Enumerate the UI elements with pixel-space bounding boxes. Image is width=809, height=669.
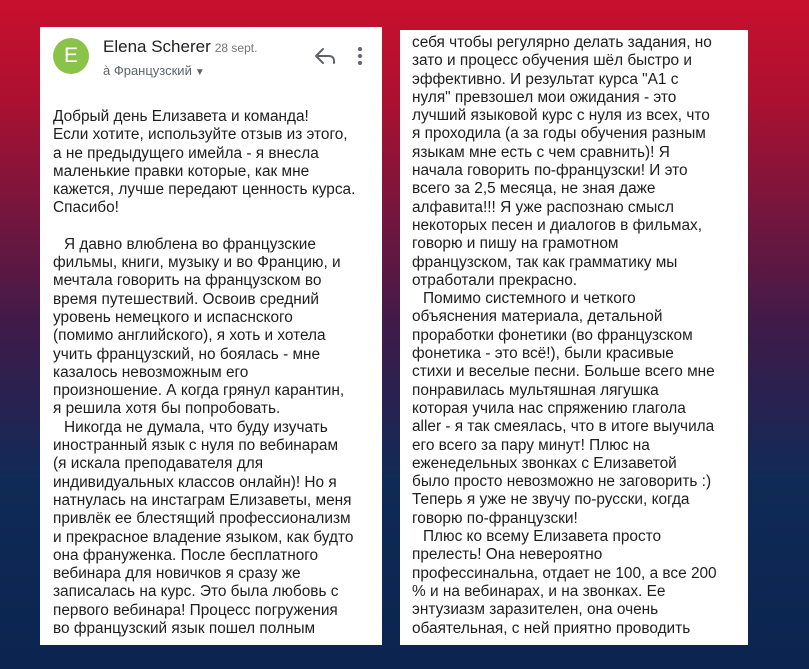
text-line: эффективно. И результат курса "А1 с [412,70,679,88]
text-line: записалась на курс. Это была любовь с [53,583,339,601]
sender-name-text[interactable]: Elena Scherer [103,37,211,56]
avatar[interactable]: E [53,38,89,74]
text-line: время путешествий. Освоив средний [53,290,319,308]
text-line: энтузиазм заразителен, она очень [412,601,659,619]
text-line: % и на вебинарах, и на звонках. Ее [412,582,666,600]
text-line: прелесть! Она невероятно [412,546,603,564]
text-line: фильмы, книги, музыку и во Францию, и [53,254,341,272]
more-vert-icon[interactable] [356,45,364,67]
text-line: мечтала говорить на французском во [53,272,322,290]
chevron-down-icon[interactable]: ▼ [194,67,205,78]
text-line: Спасибо! [53,199,119,217]
text-line: Теперь я уже не звучу по-русски, когда [412,491,690,509]
email-panel-right [400,30,748,645]
text-line: Я давно влюблена во французские [64,235,316,253]
text-line: и прекрасное владение языком, как будто [53,528,354,546]
text-line: я решила хотя бы попробовать. [53,400,281,418]
email-header [40,27,382,97]
text-line: проработки фонетики (во французском [412,326,693,344]
text-line: она франуженка. После бесплатного [53,546,319,564]
text-line: говорю и пишу на грамотном [412,235,619,253]
text-line: стихи и веселые песни. Больше всего мне [412,363,715,381]
text-line: (помимо английского), я хоть и хотела [53,327,326,345]
reply-icon[interactable] [314,46,336,66]
text-line: вебинара для новичков я сразу же [53,565,301,583]
text-line: Если хотите, используйте отзыв из этого, [53,126,348,144]
text-line: а не предыдущего имейла - я внесла [53,144,319,162]
text-line: еженедельных звонках с Елизаветой [412,454,677,472]
text-line: фонетика - это всё!), были красивые [412,345,674,363]
text-line: начала говорить по-французски! И это [412,162,688,180]
text-line: которая учила нас спряжению глагола [412,399,686,417]
text-line: произношение. А когда грянул карантин, [53,382,345,400]
text-line: Добрый день Елизавета и команда! [53,108,309,125]
text-line: всего за 2,5 месяца, не зная даже [412,180,656,198]
text-line: обаятельная, с ней приятно проводить [412,619,691,637]
email-panel-left [40,27,382,645]
text-line: кажется, лучше передают ценность курса. [53,181,356,199]
text-line [53,218,378,236]
text-line: aller - я так смеялась, что в итоге выучила [412,418,715,436]
text-line: (я искала преподавателя для [53,455,264,473]
text-line: профессинальна, отдает не 100, а все 200 [412,564,717,582]
text-line: некоторых песен и диалогов в фильмах, [412,216,702,234]
text-line: говорю по-французски! [412,509,578,527]
text-line: маленькие правки которые, как мне [53,162,310,180]
text-line: уровень немецкого и испаснского [53,308,293,326]
text-line: зато и процесс обучения шёл быстро и [412,52,692,70]
text-line: иностранный язык с нуля по вебинарам [53,437,339,455]
text-line: казалось невозможным его [53,363,249,381]
text-line: отработали прекрасно. [412,271,578,289]
text-line: лучший языковой курс с нуля из всех, что [412,107,710,125]
email-date: 28 sept. [214,41,258,55]
text-line: было просто невозможно не заговорить :) [412,473,712,491]
text-line: Плюс ко всему Елизавета просто [423,528,662,546]
text-line: французском, так как грамматику мы [412,253,678,271]
recipient-text[interactable]: à Французский [103,63,192,78]
text-line: Никогда не думала, что буду изучать [64,418,328,436]
text-line: языкам мне есть с чем сравнить)! Я [412,143,670,161]
text-line: привлёк ее блестящий профессионализм [53,510,351,528]
text-line: объяснения материала, детальной [412,308,663,326]
email-body-left [53,108,378,638]
text-line: во французский язык пошел полным [53,620,316,638]
text-line: индивидуальных классов онлайн)! Но я [53,473,337,491]
text-line: я проходила (а за годы обучения разным [412,125,706,143]
text-line: учить французский, но боялась - мне [53,345,321,363]
recipient-line[interactable] [103,63,205,78]
text-line: натнулась на инстаграм Елизаветы, меня [53,491,352,509]
text-line: алфавита!!! Я уже распознаю смысл [412,198,674,216]
text-line: его всего за пару минут! Плюс на [412,436,650,454]
text-line: понравилась мультяшная лягушка [412,381,659,399]
text-line: первого вебинара! Процесс погружения [53,601,338,619]
sender-name[interactable] [103,37,257,57]
email-body-right [412,34,746,638]
text-line: Помимо системного и четкого [423,290,636,308]
text-line: нуля" превзошел мои ожидания - это [412,88,677,106]
text-line: себя чтобы регулярно делать задания, но [412,34,712,51]
